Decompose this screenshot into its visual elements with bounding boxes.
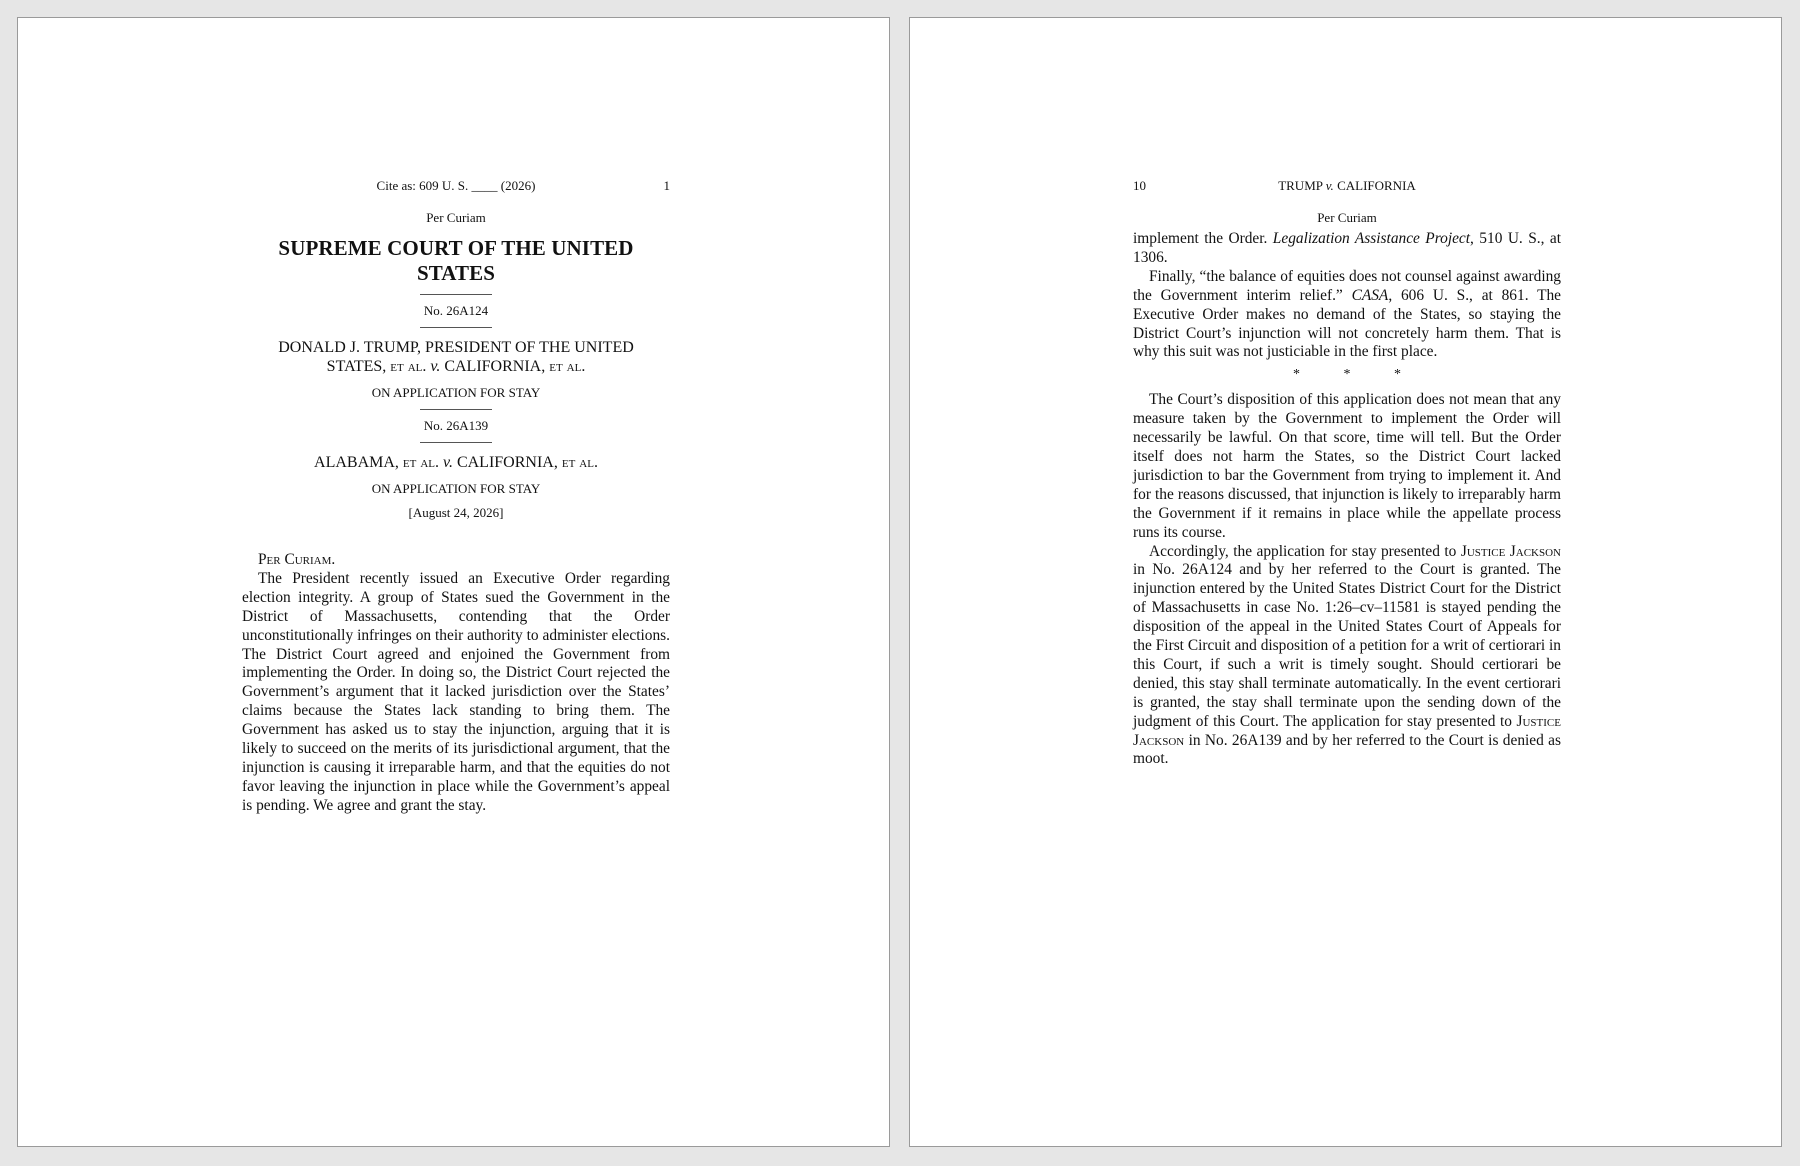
page-1-column xyxy=(242,178,670,816)
opinion-body xyxy=(242,551,670,816)
text-run: Accordingly, the application for stay presented to xyxy=(1149,542,1461,560)
caption-et-al: et al. xyxy=(561,454,598,471)
document-page-10 xyxy=(909,17,1782,1147)
per-curiam-opening: Per Curiam. xyxy=(258,551,336,568)
page-number: 1 xyxy=(663,178,670,193)
page-10-column xyxy=(1133,178,1561,769)
header-versus: v. xyxy=(1325,178,1334,193)
case-title-header xyxy=(1133,178,1561,194)
caption-et-al: et al. xyxy=(390,358,427,375)
divider xyxy=(420,294,492,295)
divider xyxy=(420,327,492,328)
text-run: , 510 U. S., at 1306. xyxy=(1133,230,1561,266)
running-head xyxy=(1133,178,1561,198)
paragraph xyxy=(1133,268,1561,363)
paragraph: The Court’s disposition of this application does not mean that any measure taken by the Government to implement the Order will necessarily be lawful. On that score, time will tell. But the Order itself does not harm the States, so the District Court lacked jurisdiction to bar the Government from trying to implement it. And for the reasons discussed, that injunction is likely to irreparably harm the Government if it remains in place while the appellate process runs its course. xyxy=(1133,391,1561,541)
citation-header: Cite as: 609 U. S. ____ (2026) xyxy=(376,178,536,193)
text-run: implement the Order. xyxy=(1133,230,1273,247)
case-caption xyxy=(242,338,670,376)
per-curiam-header: Per Curiam xyxy=(1317,210,1377,225)
text-run: in No. 26A124 and by her referred to the Court is granted. The injunction entered by the United States District Court for the District of Massachusetts in case No. 1:26–cv–11581 is stayed pending the disposition of the appeal in the United States Court of Appeals for the First Circuit and disposition of a petition for a writ of certiorari in this Court, if such a writ is timely sought. Should certiorari be denied, this stay shall terminate automatically. In the event certiorari is granted, the stay shall terminate upon the sending down of the judgment of this Court. The application for stay presented to xyxy=(1133,561,1561,730)
divider xyxy=(420,442,492,443)
paragraph xyxy=(1133,230,1561,268)
application-label: ON APPLICATION FOR STAY xyxy=(371,481,541,496)
case-caption xyxy=(242,453,670,472)
text-run: , 606 U. S., at 861. The Executive Order makes no demand of the States, so staying the District Court’s injunction will not concretely harm them. That is why this suit was not justiciable in the first place. xyxy=(1133,286,1562,361)
case-citation: CASA xyxy=(1351,286,1389,304)
caption-text: CALIFORNIA, xyxy=(456,454,562,471)
case-citation: Legalization Assistance Project xyxy=(1272,230,1471,247)
caption-et-al: et al. xyxy=(549,358,586,375)
caption-text: ALABAMA, xyxy=(314,454,403,471)
text-run: Finally, “the balance of equities does not counsel against awarding the Government interim relief.” xyxy=(1133,267,1561,304)
justice-name: Justice Jackson xyxy=(1133,712,1561,749)
running-head xyxy=(242,178,670,198)
court-name: SUPREME COURT OF THE UNITED STATES xyxy=(278,236,634,285)
paragraph xyxy=(1133,543,1561,770)
document-page-1 xyxy=(17,17,890,1147)
opinion-body xyxy=(1133,230,1561,769)
per-curiam-header: Per Curiam xyxy=(426,210,486,225)
docket-number: No. 26A124 xyxy=(423,303,489,318)
docket-number: No. 26A139 xyxy=(423,418,489,433)
section-break-stars: * * * xyxy=(1293,367,1421,383)
page-number: 10 xyxy=(1133,178,1146,193)
justice-name: Justice Jackson xyxy=(1460,542,1561,560)
decision-date: [August 24, 2026] xyxy=(408,505,504,520)
caption-et-al: et al. xyxy=(402,454,440,471)
caption-text: CALIFORNIA, xyxy=(444,358,550,375)
caption-text: STATES, xyxy=(326,358,391,375)
header-text: TRUMP xyxy=(1278,178,1326,193)
divider xyxy=(420,409,492,410)
paragraph: The President recently issued an Executive Order regarding election integrity. A group of States sued the Government in the District of Massachusetts, contending that the Order unconstitutionally infringes on their authority to administer elections. The District Court agreed and enjoined the Government from implementing the Order. In doing so, the District Court rejected the Government’s argument that it lacked jurisdiction over the States’ claims because the States lack standing to bring them. The Government has asked us to stay the injunction, arguing that it is likely to succeed on the merits of its jurisdictional argument, that the injunction is causing it irreparable harm, and that the equities do not favor leaving the injunction in place while the Government’s appeal is pending. We agree and grant the stay. xyxy=(242,569,670,814)
header-text: CALIFORNIA xyxy=(1333,178,1416,193)
caption-versus: v. xyxy=(439,454,457,471)
caption-line: DONALD J. TRUMP, PRESIDENT OF THE UNITED xyxy=(278,339,634,356)
application-label: ON APPLICATION FOR STAY xyxy=(371,385,541,400)
text-run: in No. 26A139 and by her referred to the Court is denied as moot. xyxy=(1133,731,1561,768)
caption-versus: v. xyxy=(426,358,445,375)
